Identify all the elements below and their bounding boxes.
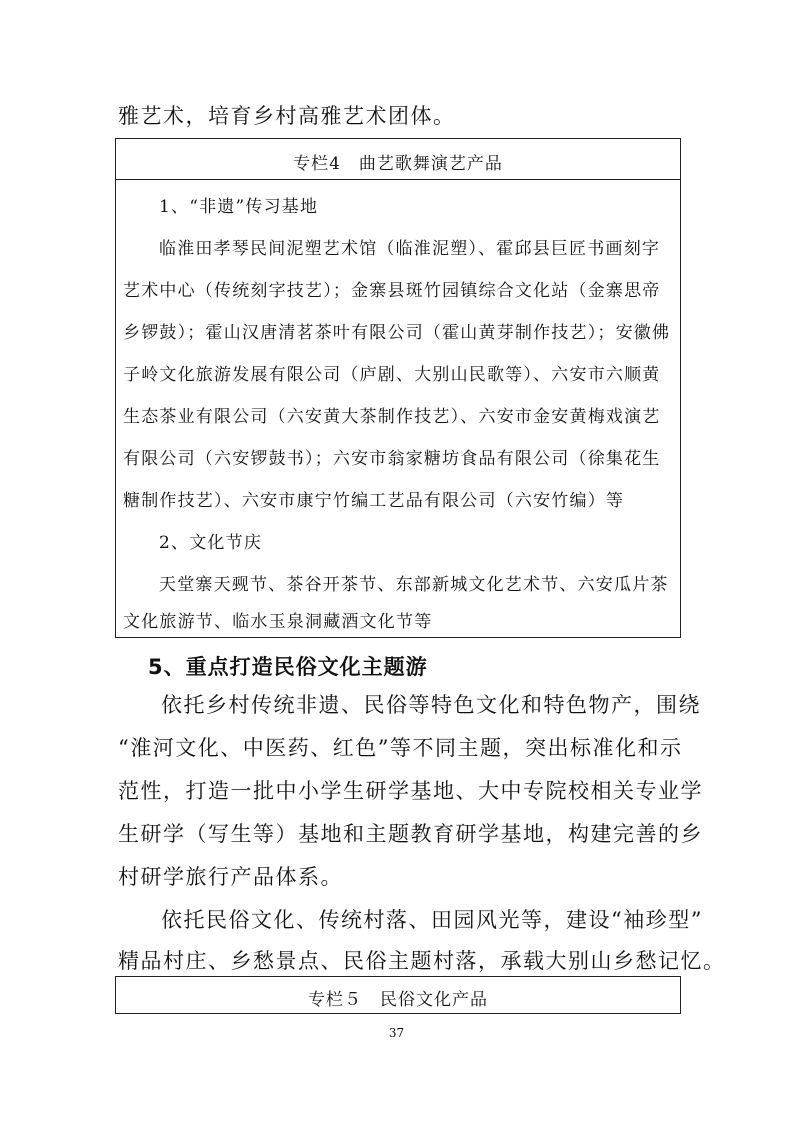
- box4-line: 生态茶业有限公司（六安黄大茶制作技艺）、六安市金安黄梅戏演艺: [123, 407, 661, 427]
- top-text-line: 雅艺术，培育乡村高雅艺术团体。: [118, 104, 456, 128]
- paragraph-2-line: 依托民俗文化、传统村落、田园风光等，建设“袖珍型”: [161, 908, 703, 932]
- box4-line: 天堂寨天觋节、茶谷开茶节、东部新城文化艺术节、六安瓜片茶: [159, 575, 669, 595]
- box4-line: 艺术中心（传统刻字技艺）；金寨县斑竹园镇综合文化站（金寨思帝: [123, 281, 661, 301]
- paragraph-1-line: 范性，打造一批中小学生研学基地、大中专院校相关专业学: [118, 779, 703, 803]
- paragraph-1-line: 村研学旅行产品体系。: [118, 865, 343, 889]
- section-heading: 5、重点打造民俗文化主题游: [148, 655, 428, 679]
- column-box-4-title: 专栏4 曲艺歌舞演艺产品: [293, 154, 503, 174]
- box4-line: 2、文化节庆: [159, 533, 263, 553]
- box4-line: 文化旅游节、临水玉泉洞藏酒文化节等: [123, 612, 433, 632]
- paragraph-2-line: 精品村庄、乡愁景点、民俗主题村落，承载大别山乡愁记忆。: [118, 949, 726, 973]
- paragraph-1-line: 依托乡村传统非遗、民俗等特色文化和特色物产，围绕: [161, 693, 701, 717]
- box4-line: 子岭文化旅游发展有限公司（庐剧、大别山民歌等）、六安市六顺黄: [123, 365, 661, 385]
- box4-line: 有限公司（六安锣鼓书）；六安市翁家糖坊食品有限公司（徐集花生: [123, 449, 661, 469]
- column-box-5-title: 专栏５ 民俗文化产品: [308, 990, 488, 1010]
- box4-line: 糖制作技艺）、六安市康宁竹编工艺品有限公司（六安竹编）等: [123, 491, 625, 511]
- paragraph-1-line: “淮河文化、中医药、红色”等不同主题，突出标准化和示: [118, 736, 683, 760]
- box4-line: 乡锣鼓）；霍山汉唐清茗茶叶有限公司（霍山黄芽制作技艺）；安徽佛: [123, 323, 671, 343]
- column-box-4: [115, 138, 681, 638]
- paragraph-1-line: 生研学（写生等）基地和主题教育研学基地，构建完善的乡: [118, 822, 703, 846]
- box4-line: 临淮田孝琴民间泥塑艺术馆（临淮泥塑）、霍邱县巨匠书画刻字: [159, 239, 661, 259]
- page-number: 37: [388, 1026, 405, 1040]
- box4-line: 1、“非遗”传习基地: [159, 197, 319, 217]
- column-box-5: [115, 976, 681, 1014]
- column-box-4-divider: [116, 179, 680, 180]
